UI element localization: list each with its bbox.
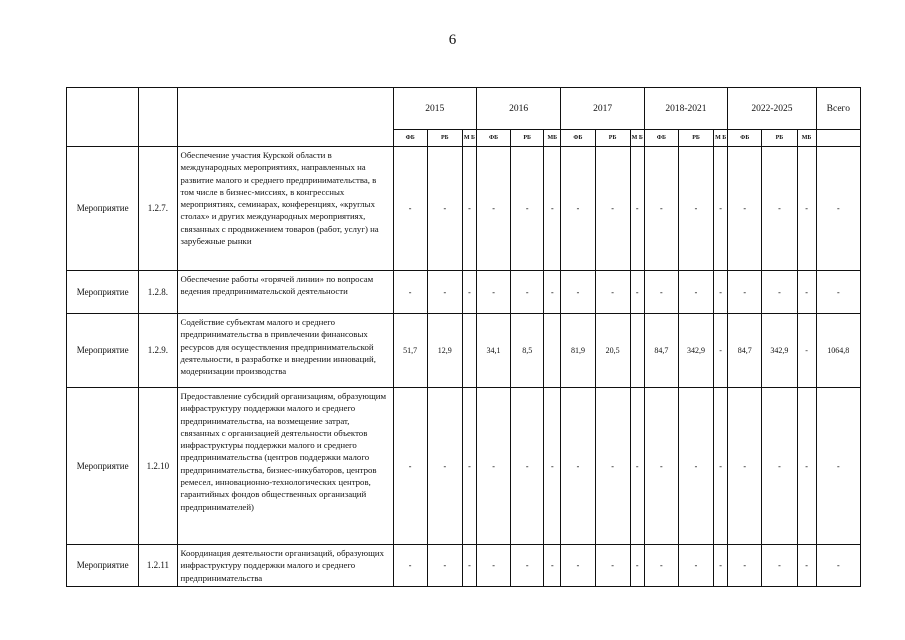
value-cell: - xyxy=(644,147,678,271)
value-cell: - xyxy=(476,545,510,587)
year-header: 2022-2025 xyxy=(728,88,816,130)
header-code-cell xyxy=(139,88,177,147)
value-cell: - xyxy=(797,147,816,271)
value-cell xyxy=(462,314,476,388)
year-header: 2015 xyxy=(393,88,476,130)
value-cell: - xyxy=(476,388,510,545)
header-type-cell xyxy=(67,88,139,147)
value-cell: - xyxy=(544,545,561,587)
total-cell: - xyxy=(816,545,860,587)
value-cell: 84,7 xyxy=(644,314,678,388)
value-cell: - xyxy=(427,147,462,271)
source-header: МБ xyxy=(797,130,816,147)
value-cell: - xyxy=(678,545,713,587)
table-row xyxy=(67,147,861,271)
source-header: М Б xyxy=(462,130,476,147)
source-header: МБ xyxy=(544,130,561,147)
value-cell: - xyxy=(762,388,797,545)
value-cell: - xyxy=(644,271,678,314)
value-cell: - xyxy=(561,147,595,271)
value-cell: - xyxy=(476,147,510,271)
value-cell: - xyxy=(762,271,797,314)
value-cell: - xyxy=(561,271,595,314)
row-description: Предоставление субсидий организациям, образующим инфраструктуру поддержки малого и среднего предпринимательства, на возмещение затрат, связанных с организацией деятельности объектов инфраструктуры поддержки малого и среднего предпринимательства (центров поддержки малого предпринимательства, бизнес-инкубаторов, центров ремесел, инновационно-технологических центров, гарантийных фондов общественных организаций предпринимателей) xyxy=(177,388,393,545)
value-cell: - xyxy=(393,545,427,587)
source-header: ФБ xyxy=(476,130,510,147)
source-header: ФБ xyxy=(728,130,762,147)
year-header: 2016 xyxy=(476,88,560,130)
value-cell: - xyxy=(595,545,630,587)
value-cell: - xyxy=(511,271,544,314)
value-cell: - xyxy=(427,545,462,587)
source-header: М Б xyxy=(630,130,644,147)
source-header: ФБ xyxy=(644,130,678,147)
year-header: 2018-2021 xyxy=(644,88,727,130)
row-code: 1.2.10 xyxy=(139,388,177,545)
value-cell: 51,7 xyxy=(393,314,427,388)
row-description: Координация деятельности организаций, образующих инфраструктуру поддержки малого и среднего предпринимательства xyxy=(177,545,393,587)
value-cell: - xyxy=(644,388,678,545)
value-cell xyxy=(630,314,644,388)
row-code: 1.2.7. xyxy=(139,147,177,271)
source-header: РБ xyxy=(762,130,797,147)
row-code: 1.2.11 xyxy=(139,545,177,587)
row-code: 1.2.9. xyxy=(139,314,177,388)
value-cell: - xyxy=(427,388,462,545)
value-cell: - xyxy=(797,271,816,314)
value-cell: - xyxy=(797,388,816,545)
value-cell: 20,5 xyxy=(595,314,630,388)
table-row xyxy=(67,271,861,314)
value-cell: 34,1 xyxy=(476,314,510,388)
value-cell: - xyxy=(462,388,476,545)
value-cell: - xyxy=(644,545,678,587)
value-cell: - xyxy=(630,388,644,545)
page-number: 6 xyxy=(448,32,457,48)
value-cell: - xyxy=(630,545,644,587)
value-cell: - xyxy=(595,388,630,545)
total-header: Всего xyxy=(816,88,860,130)
value-cell: - xyxy=(762,147,797,271)
value-cell: - xyxy=(728,147,762,271)
value-cell: - xyxy=(393,147,427,271)
header-desc-cell xyxy=(177,88,393,147)
value-cell: 81,9 xyxy=(561,314,595,388)
value-cell: - xyxy=(462,271,476,314)
value-cell: - xyxy=(544,388,561,545)
value-cell: - xyxy=(595,147,630,271)
row-type: Мероприятие xyxy=(67,545,139,587)
source-header: РБ xyxy=(511,130,544,147)
value-cell: - xyxy=(462,147,476,271)
row-description: Обеспечение участия Курской области в международных мероприятиях, направленных на развитие малого и среднего предпринимательства, в том числе в бизнес-миссиях, в конгрессных мероприятиях, семинарах, конференциях, «круглых столах» и других международных мероприятиях, связанных с продвижением товаров (работ, услуг) на зарубежные рынки xyxy=(177,147,393,271)
value-cell: 12,9 xyxy=(427,314,462,388)
source-header: РБ xyxy=(595,130,630,147)
total-cell: - xyxy=(816,147,860,271)
total-cell: - xyxy=(816,388,860,545)
row-type: Мероприятие xyxy=(67,147,139,271)
value-cell: - xyxy=(476,271,510,314)
value-cell: - xyxy=(630,147,644,271)
source-header: ФБ xyxy=(393,130,427,147)
row-description: Обеспечение работы «горячей линии» по вопросам ведения предпринимательской деятельности xyxy=(177,271,393,314)
value-cell: - xyxy=(714,314,728,388)
value-cell: - xyxy=(678,388,713,545)
row-type: Мероприятие xyxy=(67,271,139,314)
value-cell: - xyxy=(544,271,561,314)
value-cell: - xyxy=(797,545,816,587)
value-cell: 84,7 xyxy=(728,314,762,388)
value-cell: - xyxy=(544,147,561,271)
header-year-row xyxy=(67,88,861,130)
value-cell: - xyxy=(511,388,544,545)
value-cell: - xyxy=(393,388,427,545)
value-cell: - xyxy=(427,271,462,314)
value-cell: - xyxy=(728,545,762,587)
value-cell: - xyxy=(728,271,762,314)
row-type: Мероприятие xyxy=(67,314,139,388)
source-header: ФБ xyxy=(561,130,595,147)
year-header: 2017 xyxy=(561,88,644,130)
total-cell: 1064,8 xyxy=(816,314,860,388)
value-cell: 8,5 xyxy=(511,314,544,388)
total-cell: - xyxy=(816,271,860,314)
source-header: РБ xyxy=(678,130,713,147)
value-cell: - xyxy=(393,271,427,314)
value-cell: - xyxy=(714,147,728,271)
table-row xyxy=(67,545,861,587)
value-cell: - xyxy=(728,388,762,545)
value-cell: - xyxy=(714,545,728,587)
value-cell: - xyxy=(714,271,728,314)
value-cell: - xyxy=(678,271,713,314)
value-cell: - xyxy=(630,271,644,314)
value-cell: - xyxy=(678,147,713,271)
row-code: 1.2.8. xyxy=(139,271,177,314)
value-cell: - xyxy=(511,147,544,271)
row-description: Содействие субъектам малого и среднего предпринимательства в привлечении финансовых ресурсов для осуществления предпринимательской деятельности, в разработке и внедрении инноваций, модернизации производства xyxy=(177,314,393,388)
value-cell: - xyxy=(561,388,595,545)
source-header: РБ xyxy=(427,130,462,147)
value-cell: - xyxy=(511,545,544,587)
value-cell: 342,9 xyxy=(762,314,797,388)
value-cell: 342,9 xyxy=(678,314,713,388)
financing-table xyxy=(66,87,861,587)
value-cell: - xyxy=(462,545,476,587)
value-cell: - xyxy=(561,545,595,587)
table-row xyxy=(67,388,861,545)
total-source-cell xyxy=(816,130,860,147)
value-cell: - xyxy=(714,388,728,545)
table-row xyxy=(67,314,861,388)
value-cell xyxy=(544,314,561,388)
value-cell: - xyxy=(762,545,797,587)
source-header: М Б xyxy=(714,130,728,147)
row-type: Мероприятие xyxy=(67,388,139,545)
value-cell: - xyxy=(595,271,630,314)
value-cell: - xyxy=(797,314,816,388)
